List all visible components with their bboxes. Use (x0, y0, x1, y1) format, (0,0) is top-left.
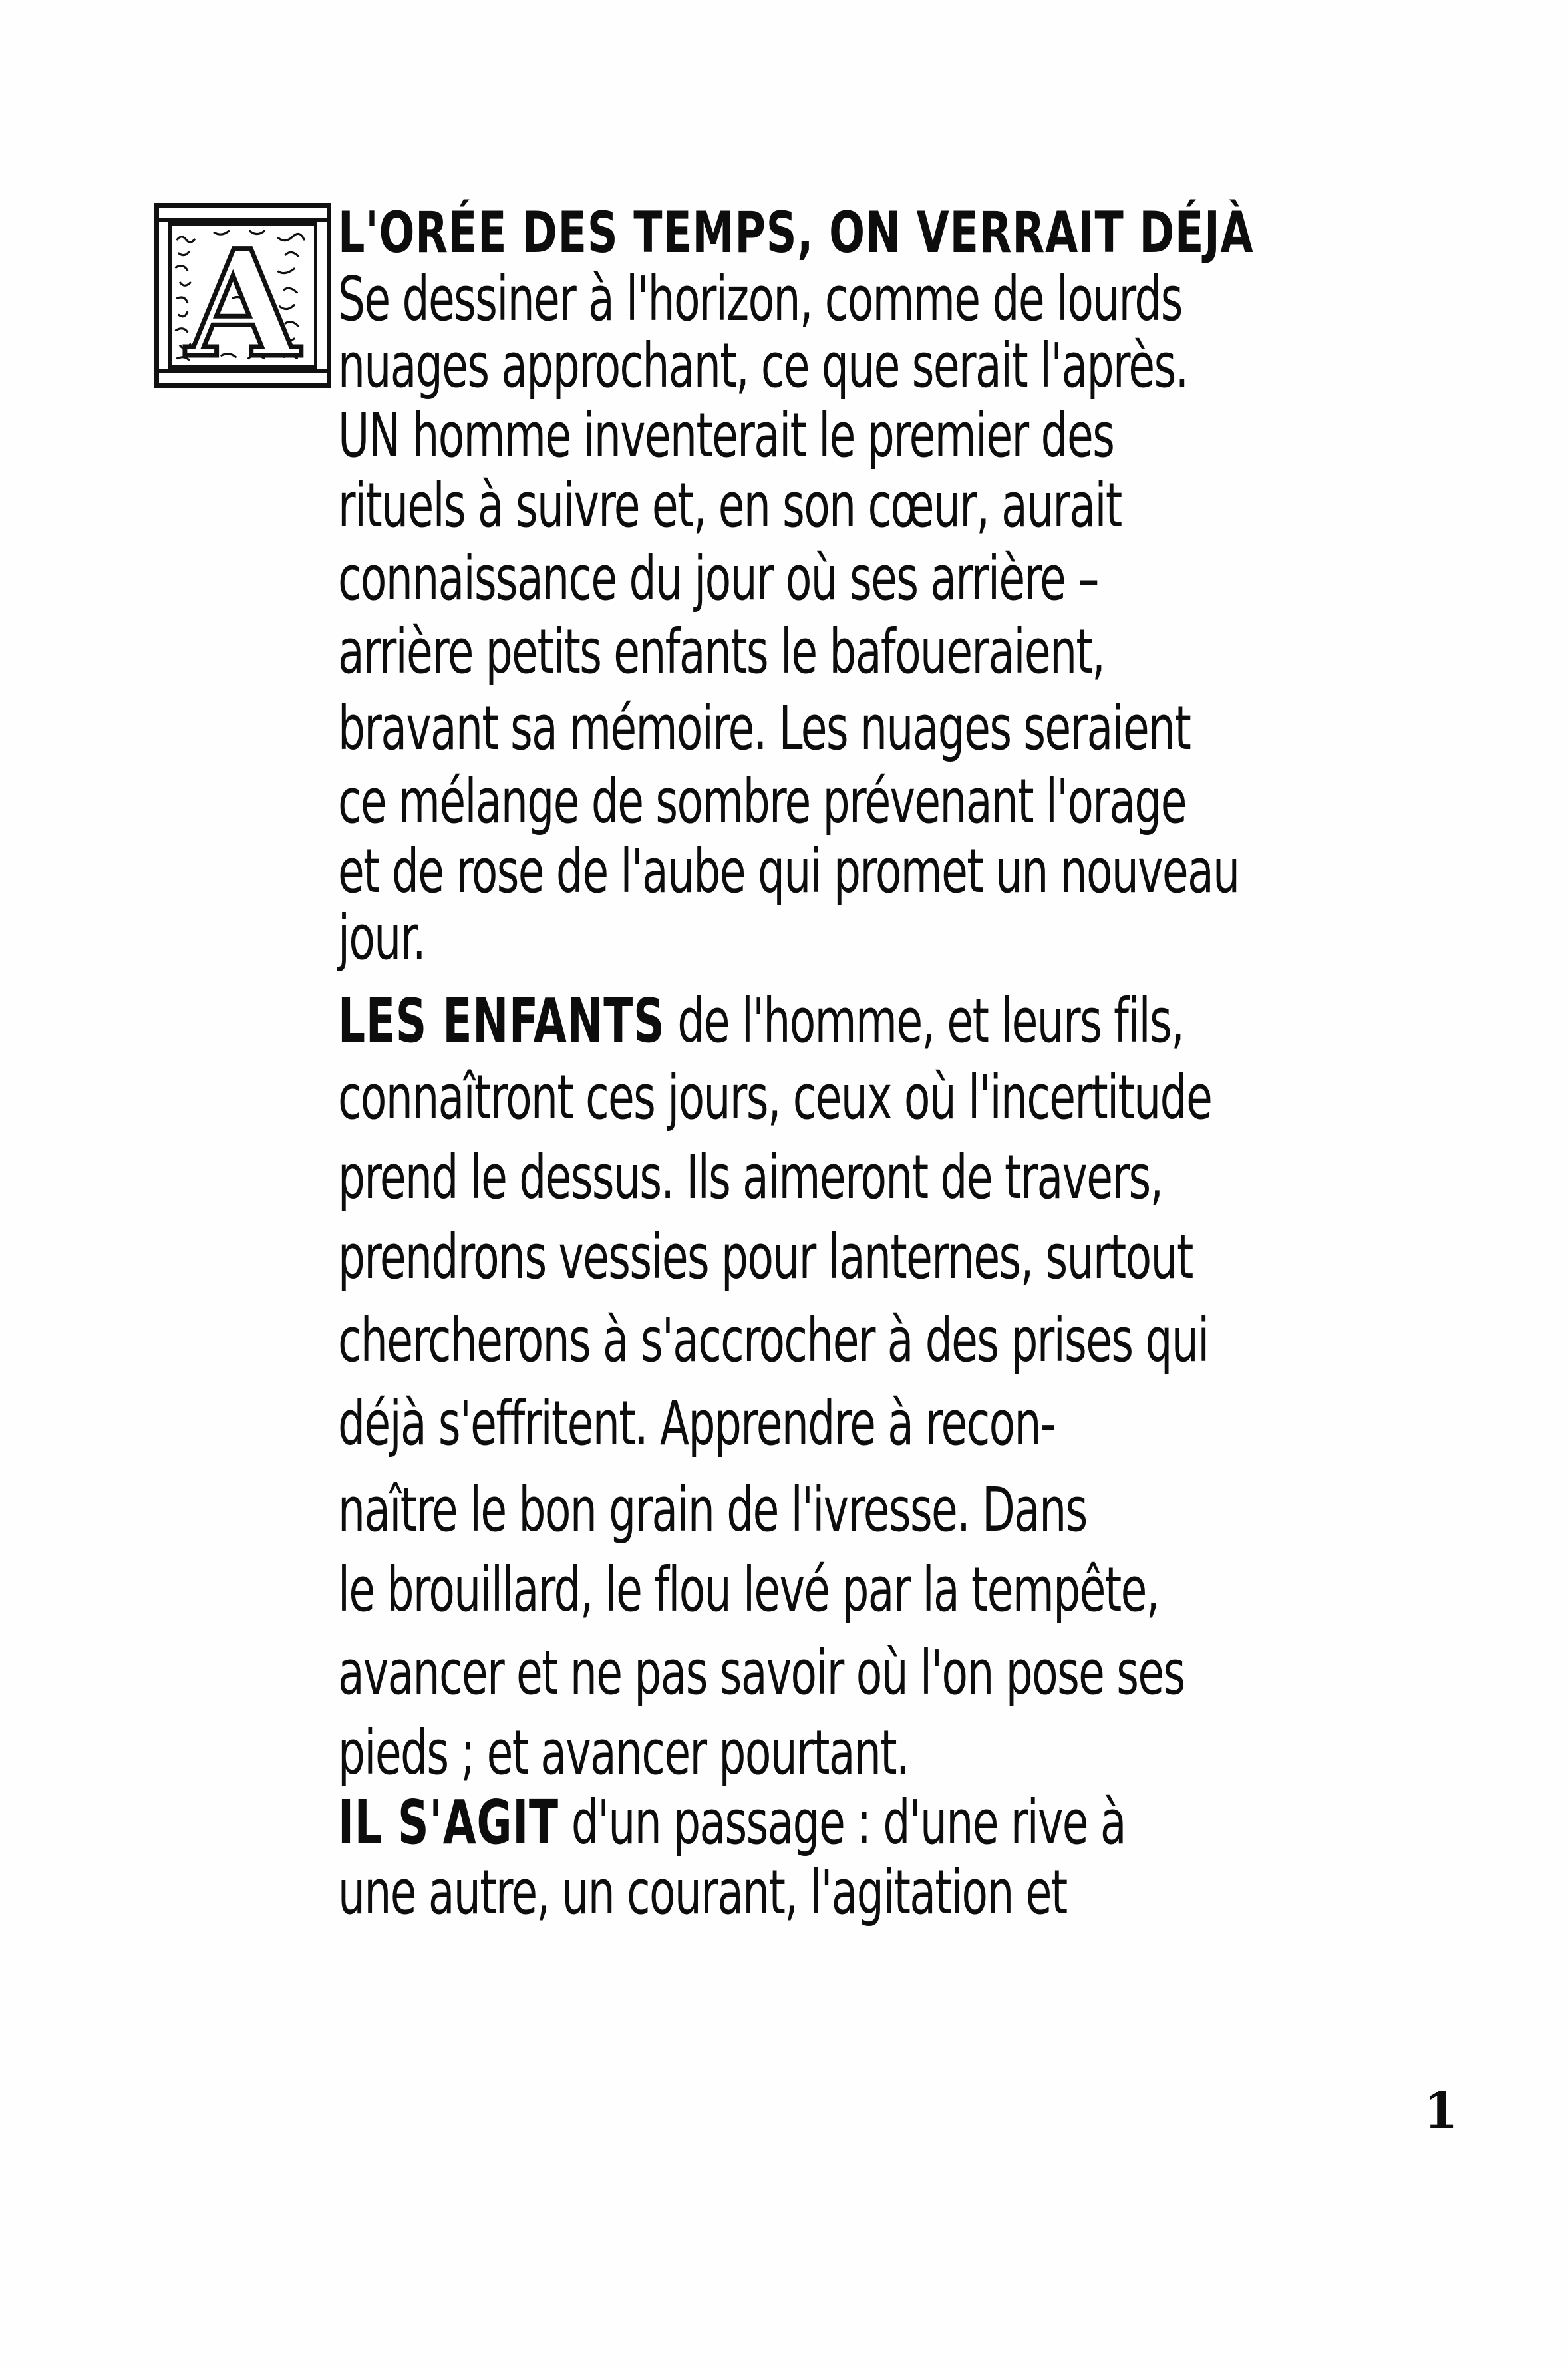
text-line: pieds ; et avancer pourtant. (338, 1717, 909, 1788)
dropcap-frame-bottom (159, 369, 327, 383)
text-span: d'un passage : d'une rive à (558, 1787, 1126, 1858)
text-line: prendrons vessies pour lanternes, surtout (338, 1221, 1193, 1293)
paragraph-lead-line (338, 985, 1184, 1056)
opening-heading: L'ORÉE DES TEMPS, ON VERRAIT DÉJÀ (338, 200, 1254, 266)
dropcap-inner-panel (168, 222, 317, 369)
text-line: jour. (338, 902, 425, 973)
text-line: UN homme inventerait le premier des (338, 400, 1114, 471)
text-line: et de rose de l'aube qui promet un nouveau (338, 836, 1239, 907)
ornamental-dropcap (154, 203, 331, 388)
text-line: ce mélange de sombre prévenant l'orage (338, 766, 1186, 837)
text-line: nuages approchant, ce que serait l'après. (338, 330, 1188, 401)
text-line: rituels à suivre et, en son cœur, aurait (338, 470, 1122, 541)
text-line: bravant sa mémoire. Les nuages seraient (338, 693, 1191, 764)
paragraph-lead-line (338, 1787, 1126, 1858)
text-line: connaîtront ces jours, ceux où l'incertitude (338, 1062, 1212, 1133)
text-line: Se dessiner à l'horizon, comme de lourds (338, 263, 1182, 335)
text-line: une autre, un courant, l'agitation et (338, 1857, 1067, 1928)
paragraph-lead-in: IL S'AGIT (338, 1787, 559, 1858)
text-line: chercherons à s'accrocher à des prises qui (338, 1305, 1209, 1376)
text-line: arrière petits enfants le bafoueraient, (338, 616, 1105, 687)
text-line: naître le bon grain de l'ivresse. Dans (338, 1474, 1087, 1545)
text-line: avancer et ne pas savoir où l'on pose ses (338, 1637, 1185, 1708)
dropcap-frame-top (159, 208, 327, 222)
text-line: prend le dessus. Ils aimeront de travers, (338, 1142, 1163, 1213)
page-number: 1 (1424, 2082, 1458, 2139)
text-line: connaissance du jour où ses arrière – (338, 543, 1098, 614)
paragraph-lead-in: LES ENFANTS (338, 985, 665, 1056)
dropcap-letter: A (186, 222, 300, 369)
text-line: déjà s'effritent. Apprendre à recon- (338, 1388, 1055, 1459)
text-span: de l'homme, et leurs fils, (665, 985, 1184, 1056)
text-line: le brouillard, le flou levé par la tempête, (338, 1554, 1159, 1625)
